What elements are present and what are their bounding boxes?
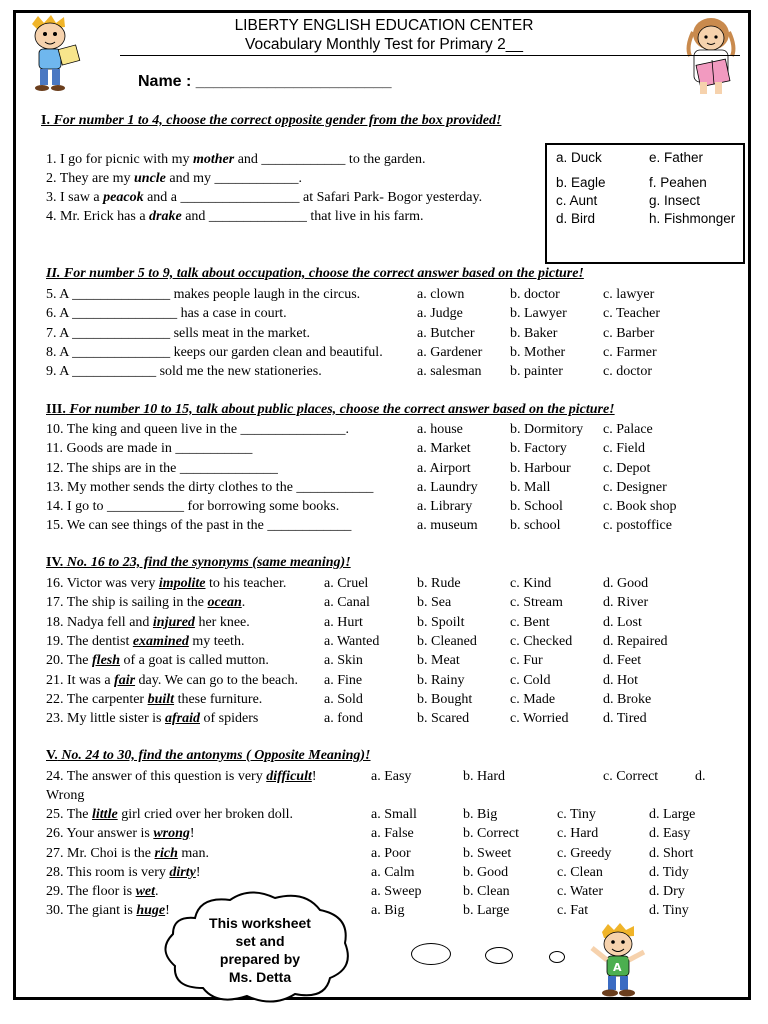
option-d[interactable]: d. Tired	[603, 711, 647, 726]
option-d[interactable]: d. Easy	[649, 826, 691, 841]
option-c[interactable]: c. Field	[603, 441, 645, 456]
section-1-number: I.	[41, 113, 50, 128]
option-c[interactable]: c. Correct	[603, 769, 659, 784]
option-b[interactable]: b. Sweet	[463, 846, 512, 861]
option-a[interactable]: a. Sold	[324, 692, 363, 707]
option-c[interactable]: c. Hard	[557, 826, 599, 841]
question-7	[0, 324, 768, 343]
section-5-number: V.	[46, 748, 58, 763]
q-text-end: .	[155, 884, 159, 899]
option-c[interactable]: c. lawyer	[603, 287, 655, 302]
question-29	[0, 882, 768, 901]
option-a[interactable]: a. house	[417, 422, 463, 437]
q-text-end: !	[195, 865, 201, 880]
option-b[interactable]: b. Scared	[417, 711, 470, 726]
section-5-text: No. 24 to 30, find the antonyms ( Opposite Meaning)!	[57, 748, 371, 763]
option-c[interactable]: c. Kind	[510, 576, 552, 591]
option-c[interactable]: c. Palace	[603, 422, 653, 437]
q-text-end: .	[241, 595, 246, 610]
q-text-end: my teeth.	[188, 634, 245, 649]
q-blank[interactable]: and a _________________ at Safari Park- Bogor yesterday.	[143, 190, 483, 205]
question-24-wrap	[0, 786, 768, 805]
option-c[interactable]: c. Teacher	[603, 306, 661, 321]
question-28	[0, 863, 768, 882]
section-2-instruction: II. For number 5 to 9, talk about occupation, choose the correct answer based on the picture!	[46, 266, 584, 281]
question-5	[0, 285, 768, 304]
box-option-c: c. Aunt	[556, 193, 598, 208]
q-keyword: impolite	[158, 576, 206, 591]
test-title: Vocabulary Monthly Test for Primary 2__	[245, 36, 523, 53]
question-10	[0, 420, 768, 439]
credit-line-2: set and	[235, 933, 285, 949]
svg-text:A: A	[613, 961, 622, 974]
question-16	[0, 574, 768, 593]
q-text: 7. A ______________ sells meat in the market.	[46, 326, 311, 341]
option-a[interactable]: a. Small	[371, 807, 417, 822]
thought-bubble-small	[549, 951, 565, 963]
q-keyword: huge	[136, 903, 166, 918]
option-b[interactable]: b. Clean	[463, 884, 510, 899]
q-text: 24. The answer of this question is very	[46, 769, 267, 784]
option-b[interactable]: b. Factory	[510, 441, 567, 456]
option-b[interactable]: b. Dormitory	[510, 422, 584, 437]
q-text: 11. Goods are made in ___________	[46, 441, 253, 456]
option-d[interactable]: d. Good	[603, 576, 649, 591]
option-d[interactable]: d. Tiny	[649, 903, 689, 918]
q-text-end: of spiders	[200, 711, 259, 726]
option-a[interactable]: a. Judge	[417, 306, 463, 321]
option-a[interactable]: a. Library	[417, 499, 473, 514]
q-text-end: to his teacher.	[205, 576, 287, 591]
option-d[interactable]: d. Repaired	[603, 634, 668, 649]
option-a[interactable]: a. fond	[324, 711, 363, 726]
option-a[interactable]: a. Big	[371, 903, 405, 918]
option-b[interactable]: b. Good	[463, 865, 509, 880]
option-b[interactable]: b. school	[510, 518, 561, 533]
option-c[interactable]: c. Bent	[510, 615, 550, 630]
q-keyword: ocean	[207, 595, 242, 610]
q-text: 30. The giant is	[46, 903, 137, 918]
question-27	[0, 844, 768, 863]
box-option-a: a. Duck	[556, 150, 602, 165]
option-d[interactable]: d. Short	[649, 846, 694, 861]
section-3-number: III.	[46, 402, 66, 417]
q-text: 19. The dentist	[46, 634, 133, 649]
option-b[interactable]: b. doctor	[510, 287, 560, 302]
option-a[interactable]: a. Calm	[371, 865, 415, 880]
q-keyword: flesh	[92, 653, 121, 668]
q-keyword: injured	[152, 615, 195, 630]
q-text: 14. I go to ___________ for borrowing some books.	[46, 499, 340, 514]
option-c[interactable]: c. Book shop	[603, 499, 677, 514]
q-keyword: built	[147, 692, 175, 707]
credit-line-4: Ms. Detta	[228, 969, 292, 985]
option-d[interactable]: d. Feet	[603, 653, 642, 668]
question-9	[0, 362, 768, 381]
option-d[interactable]: d. Lost	[603, 615, 642, 630]
q-text-end: of a goat is called mutton.	[120, 653, 269, 668]
q-text: 8. A ______________ keeps our garden clean and beautiful.	[46, 345, 383, 360]
box-option-h: h. Fishmonger	[649, 211, 736, 226]
question-24	[0, 767, 768, 786]
q-text: 23. My little sister is	[46, 711, 165, 726]
option-a[interactable]: a. Gardener	[417, 345, 483, 360]
q-text: 20. The	[46, 653, 93, 668]
option-c[interactable]: c. Stream	[510, 595, 563, 610]
option-d[interactable]: d. Tidy	[649, 865, 689, 880]
section-4-instruction	[46, 555, 351, 571]
q-keyword: fair	[114, 673, 136, 688]
box-option-b: b. Eagle	[556, 175, 606, 190]
option-b[interactable]: b. Meat	[417, 653, 460, 668]
q-text-end: day. We can go to the beach.	[135, 673, 298, 688]
q-text: 18. Nadya fell and	[46, 615, 153, 630]
credit-text	[185, 914, 335, 986]
header-divider	[120, 55, 740, 56]
q-text: 2. They are my	[46, 171, 134, 186]
question-11	[0, 439, 768, 458]
question-19	[0, 632, 768, 651]
q-keyword: drake	[149, 209, 182, 224]
q-text: 17. The ship is sailing in the	[46, 595, 208, 610]
q-text-end: !	[189, 826, 195, 841]
thought-bubble-large	[411, 943, 451, 965]
option-c[interactable]: c. Clean	[557, 865, 603, 880]
option-b[interactable]: b. Bought	[417, 692, 473, 707]
question-20	[0, 651, 768, 670]
q-punct: !	[311, 769, 317, 784]
option-c[interactable]: c. Greedy	[557, 846, 612, 861]
option-a[interactable]: a. museum	[417, 518, 478, 533]
option-a[interactable]: a. Wanted	[324, 634, 380, 649]
option-c[interactable]: c. Farmer	[603, 345, 657, 360]
question-22	[0, 690, 768, 709]
q-text: 13. My mother sends the dirty clothes to the ___________	[46, 480, 374, 495]
section-4-text: No. 16 to 23, find the synonyms (same meaning)!	[63, 555, 351, 570]
option-b[interactable]: b. Baker	[510, 326, 558, 341]
q-text: 9. A ____________ sold me the new stationeries.	[46, 364, 322, 379]
question-18	[0, 613, 768, 632]
q-text: 3. I saw a	[46, 190, 104, 205]
section-1-text: For number 1 to 4, choose the correct opposite gender from the box provided!	[49, 113, 502, 128]
credit-line-1: This worksheet	[209, 915, 311, 931]
q-text: 25. The	[46, 807, 93, 822]
option-a[interactable]: a. salesman	[417, 364, 482, 379]
option-d[interactable]: d.	[695, 769, 706, 784]
q-blank[interactable]: and ______________ that live in his farm.	[181, 209, 424, 224]
option-b[interactable]: b. Rude	[417, 576, 461, 591]
option-c[interactable]: c. Depot	[603, 461, 651, 476]
question-21	[0, 671, 768, 690]
option-c[interactable]: c. Barber	[603, 326, 655, 341]
q-text-end: !	[165, 903, 170, 918]
q-text: 1. I go for picnic with my	[46, 152, 193, 167]
option-a[interactable]: a. Laundry	[417, 480, 478, 495]
q-blank[interactable]: and my ____________.	[165, 171, 302, 186]
question-14	[0, 497, 768, 516]
school-name: LIBERTY ENGLISH EDUCATION CENTER	[234, 17, 534, 34]
option-b[interactable]: b. Correct	[463, 826, 519, 841]
option-c[interactable]: c. Designer	[603, 480, 667, 495]
q-text: 28. This room is very	[46, 865, 170, 880]
question-6	[0, 304, 768, 323]
q-text-end: these furniture.	[174, 692, 263, 707]
option-b[interactable]: b. Big	[463, 807, 498, 822]
q-text: 16. Victor was very	[46, 576, 159, 591]
option-b[interactable]: b. Mother	[510, 345, 566, 360]
q-text-end: girl cried over her broken doll.	[117, 807, 294, 822]
option-b[interactable]: b. Large	[463, 903, 510, 918]
option-c[interactable]: c. Worried	[510, 711, 569, 726]
option-d[interactable]: d. Dry	[649, 884, 685, 899]
question-25	[0, 805, 768, 824]
option-a[interactable]: a. Poor	[371, 846, 411, 861]
q-text: 26. Your answer is	[46, 826, 154, 841]
option-c[interactable]: c. postoffice	[603, 518, 672, 533]
option-b[interactable]: b. Mall	[510, 480, 551, 495]
q-keyword: examined	[132, 634, 189, 649]
section-4-number: IV.	[46, 555, 64, 570]
option-d[interactable]: d. Broke	[603, 692, 652, 707]
q-keyword: little	[92, 807, 118, 822]
section-3-instruction	[46, 402, 615, 418]
question-17	[0, 593, 768, 612]
option-c[interactable]: c. doctor	[603, 364, 652, 379]
section-1-instruction	[41, 113, 501, 129]
option-a[interactable]: a. Market	[417, 441, 471, 456]
option-d-text[interactable]: Wrong	[46, 788, 85, 803]
q-keyword: difficult	[266, 769, 312, 784]
q-text: 4. Mr. Erick has a	[46, 209, 150, 224]
option-c[interactable]: c. Water	[557, 884, 604, 899]
q-text: 22. The carpenter	[46, 692, 148, 707]
option-a[interactable]: a. Cruel	[324, 576, 369, 591]
option-a[interactable]: a. clown	[417, 287, 465, 302]
thought-bubble-medium	[485, 947, 513, 964]
option-d[interactable]: d. River	[603, 595, 649, 610]
q-text: 12. The ships are in the ______________	[46, 461, 278, 476]
option-b[interactable]: b. Hard	[463, 769, 505, 784]
option-a[interactable]: a. Canal	[324, 595, 370, 610]
question-12	[0, 459, 768, 478]
q-keyword: peacok	[103, 190, 144, 205]
option-c[interactable]: c. Fur	[510, 653, 543, 668]
box-option-g: g. Insect	[649, 193, 701, 208]
option-c[interactable]: c. Tiny	[557, 807, 596, 822]
option-a[interactable]: a. Sweep	[371, 884, 422, 899]
option-a[interactable]: a. Butcher	[417, 326, 475, 341]
section-5-instruction	[46, 748, 371, 764]
question-13	[0, 478, 768, 497]
box-option-e: e. Father	[649, 150, 704, 165]
q-keyword: mother	[192, 152, 235, 167]
q-text: 21. It was a	[46, 673, 115, 688]
q-text: 29. The floor is	[46, 884, 136, 899]
q-keyword: dirty	[169, 865, 196, 880]
name-field[interactable]: Name : ______________________	[138, 73, 392, 90]
option-b[interactable]: b. Sea	[417, 595, 452, 610]
option-a[interactable]: a. False	[371, 826, 414, 841]
q-text: 6. A _______________ has a case in court.	[46, 306, 287, 321]
option-d[interactable]: d. Large	[649, 807, 696, 822]
q-keyword: uncle	[134, 171, 166, 186]
credit-line-3: prepared by	[219, 951, 301, 967]
option-b[interactable]: b. Lawyer	[510, 306, 567, 321]
option-b[interactable]: b. School	[510, 499, 563, 514]
q-text: 5. A ______________ makes people laugh in the circus.	[46, 287, 361, 302]
question-26	[0, 824, 768, 843]
box-option-d: d. Bird	[556, 211, 596, 226]
option-c[interactable]: c. Fat	[557, 903, 589, 918]
q-keyword: afraid	[165, 711, 200, 726]
option-a[interactable]: a. Fine	[324, 673, 363, 688]
q-text-end: her knee.	[194, 615, 250, 630]
option-b[interactable]: b. painter	[510, 364, 563, 379]
option-b[interactable]: b. Rainy	[417, 673, 465, 688]
boy-waving-illustration	[580, 922, 656, 1000]
option-a[interactable]: a. Airport	[417, 461, 471, 476]
q-keyword: wrong	[153, 826, 190, 841]
q-text: 27. Mr. Choi is the	[46, 846, 155, 861]
q-keyword: wet	[135, 884, 156, 899]
question-30	[0, 901, 768, 920]
option-c[interactable]: c. Checked	[510, 634, 573, 649]
q-keyword: rich	[154, 846, 178, 861]
q-text-end: man.	[177, 846, 209, 861]
option-a[interactable]: a. Easy	[371, 769, 412, 784]
question-15	[0, 516, 768, 535]
option-c[interactable]: c. Cold	[510, 673, 551, 688]
option-a[interactable]: a. Skin	[324, 653, 363, 668]
q-text: 10. The king and queen live in the _______________.	[46, 422, 350, 437]
option-c[interactable]: c. Made	[510, 692, 556, 707]
option-b[interactable]: b. Harbour	[510, 461, 571, 476]
q-blank[interactable]: and ____________ to the garden.	[234, 152, 426, 167]
section-3-text: For number 10 to 15, talk about public places, choose the correct answer based on the picture!	[65, 402, 615, 417]
option-a[interactable]: a. Hurt	[324, 615, 363, 630]
question-23	[0, 709, 768, 728]
option-d[interactable]: d. Hot	[603, 673, 638, 688]
option-b[interactable]: b. Cleaned	[417, 634, 477, 649]
box-option-f: f. Peahen	[649, 175, 707, 190]
option-b[interactable]: b. Spoilt	[417, 615, 465, 630]
q-text: 15. We can see things of the past in the ____________	[46, 518, 352, 533]
question-8	[0, 343, 768, 362]
